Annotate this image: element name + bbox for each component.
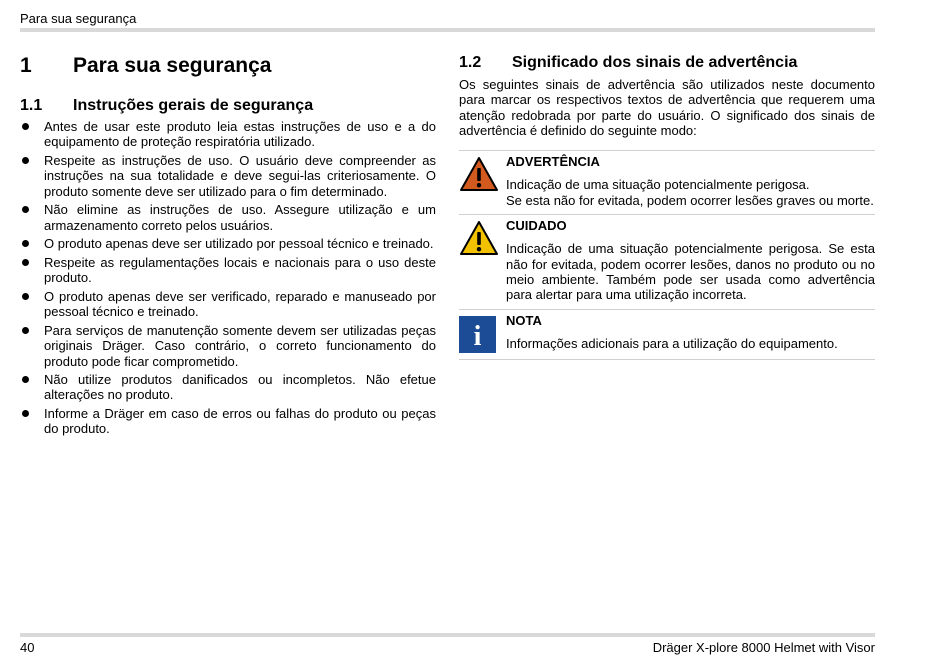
section-intro: Os seguintes sinais de advertência são utilizados neste documento para marcar os respectivos textos de advertência que requerem uma atenção redobrada por parte do usuário. O significado dos sinais de advertência é definido do seguinte modo: [459,77,875,138]
caution-notice [459,215,875,309]
list-item: Informe a Dräger em caso de erros ou falhas do produto ou peças do produto. [20,406,436,437]
info-icon [459,316,496,353]
list-item: Não utilize produtos danificados ou incompletos. Não efetue alterações no produto. [20,372,436,403]
list-item: O produto apenas deve ser utilizado por pessoal técnico e treinado. [20,236,436,251]
warning-notice [459,151,875,215]
note-notice [459,310,875,360]
page-number: 40 [20,640,35,655]
list-item: Respeite as instruções de uso. O usuário deve compreender as instruções na sua totalidade e deve segui-las criteriosamente. O produto somente deve ser utilizado para o fim determinado. [20,153,436,199]
notice-text: Informações adicionais para a utilização do equipamento. [506,335,838,351]
list-item: Antes de usar este produto leia estas instruções de uso e a do equipamento de proteção respiratória utilizado. [20,119,436,150]
left-column [20,52,436,440]
section-title: Instruções gerais de segurança [73,97,314,114]
notice-title: CUIDADO [506,218,567,234]
running-header: Para sua segurança [20,11,137,26]
notice-title: NOTA [506,312,542,328]
notice-text: Indicação de uma situação potencialmente perigosa. [506,177,810,193]
footer-rule [20,633,875,637]
section-number: 1.1 [20,97,43,114]
section-1-heading [20,52,436,80]
list-item: Para serviços de manutenção somente devem ser utilizadas peças originais Dräger. Caso contrário, o correto funcionamento do produto pode ficar comprometido. [20,323,436,369]
section-title: Para sua segurança [73,54,272,77]
info-glyph: i [473,320,482,352]
notice-text: Indicação de uma situação potencialmente perigosa. Se esta não for evitada, podem ocorrer lesões, danos no produto ou no meio ambiente. Também pode ser usada como advertência para alertar para uma utilização incorreta. [506,241,875,303]
section-1-2-heading [459,52,875,74]
header-rule [20,28,875,32]
list-item: Não elimine as instruções de uso. Assegure utilização e um armazenamento correto pelos usuários. [20,202,436,233]
section-1-1-heading [20,95,436,117]
list-item: O produto apenas deve ser verificado, reparado e manuseado por pessoal técnico e treinado. [20,289,436,320]
right-column [459,52,875,360]
section-number: 1 [20,54,32,77]
section-number: 1.2 [459,54,482,71]
notice-title: ADVERTÊNCIA [506,154,600,170]
warning-signs-table [459,150,875,359]
section-title: Significado dos sinais de advertência [512,54,798,71]
caution-triangle-icon [459,220,499,256]
notice-text: Se esta não for evitada, podem ocorrer lesões graves ou morte. [506,192,874,208]
warning-triangle-icon [459,156,499,192]
safety-instructions-list [20,119,436,437]
product-name: Dräger X-plore 8000 Helmet with Visor [652,640,875,655]
list-item: Respeite as regulamentações locais e nacionais para o uso deste produto. [20,255,436,286]
